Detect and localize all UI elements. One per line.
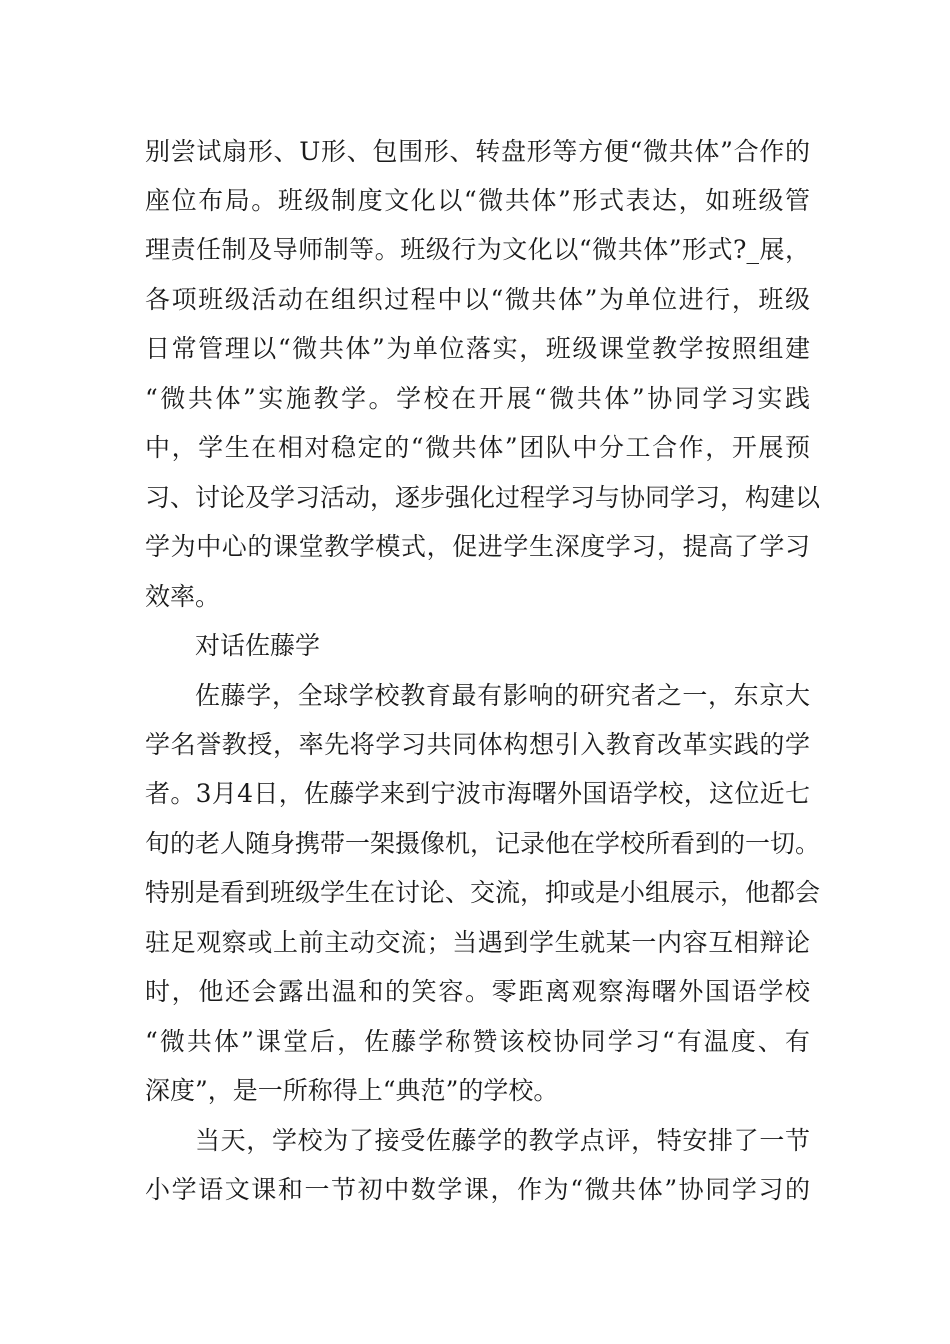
text-line: 各项班级活动在组织过程中以“微共体”为单位进行，班级 [145,285,810,314]
text-line: 小学语文课和一节初中数学课，作为“微共体”协同学习的 [145,1175,810,1204]
text-line: 特别是看到班级学生在讨论、交流，抑或是小组展示，他都会 [145,878,821,907]
section-heading: 对话佐藤学 [195,631,321,660]
text-line: 驻足观察或上前主动交流；当遇到学生就某一内容互相辩论 [145,928,810,957]
text-line: 佐藤学，全球学校教育最有影响的研究者之一，东京大 [195,681,810,710]
text-line: 旬的老人随身携带一架摄像机，记录他在学校所看到的一切。 [145,829,821,858]
text-line: 深度”，是一所称得上“典范”的学校。 [145,1076,559,1105]
text-line: 时，他还会露出温和的笑容。零距离观察海曙外国语学校 [145,977,810,1006]
text-line: 座位布局。班级制度文化以“微共体”形式表达，如班级管 [145,186,810,215]
text-line: 习、讨论及学习活动，逐步强化过程学习与协同学习，构建以 [145,483,821,512]
text-line: 者。3月4日，佐藤学来到宁波市海曙外国语学校，这位近七 [145,779,810,808]
text-line: 中，学生在相对稳定的“微共体”团队中分工合作，开展预 [145,433,810,462]
text-line: 当天，学校为了接受佐藤学的教学点评，特安排了一节 [195,1126,810,1155]
text-line: 别尝试扇形、U形、包围形、转盘形等方便“微共体”合作的 [145,137,810,166]
text-line: 日常管理以“微共体”为单位落实，班级课堂教学按照组建 [145,334,810,363]
text-line: “微共体”课堂后，佐藤学称赞该校协同学习“有温度、有 [145,1027,810,1056]
text-line: 学名誉教授，率先将学习共同体构想引入教育改革实践的学 [145,730,810,759]
text-line: “微共体”实施教学。学校在开展“微共体”协同学习实践 [145,384,810,413]
text-line: 理责任制及导师制等。班级行为文化以“微共体”形式?_展， [145,235,810,264]
text-line: 学为中心的课堂教学模式，促进学生深度学习，提高了学习 [145,532,810,561]
text-line: 效率。 [145,582,221,611]
